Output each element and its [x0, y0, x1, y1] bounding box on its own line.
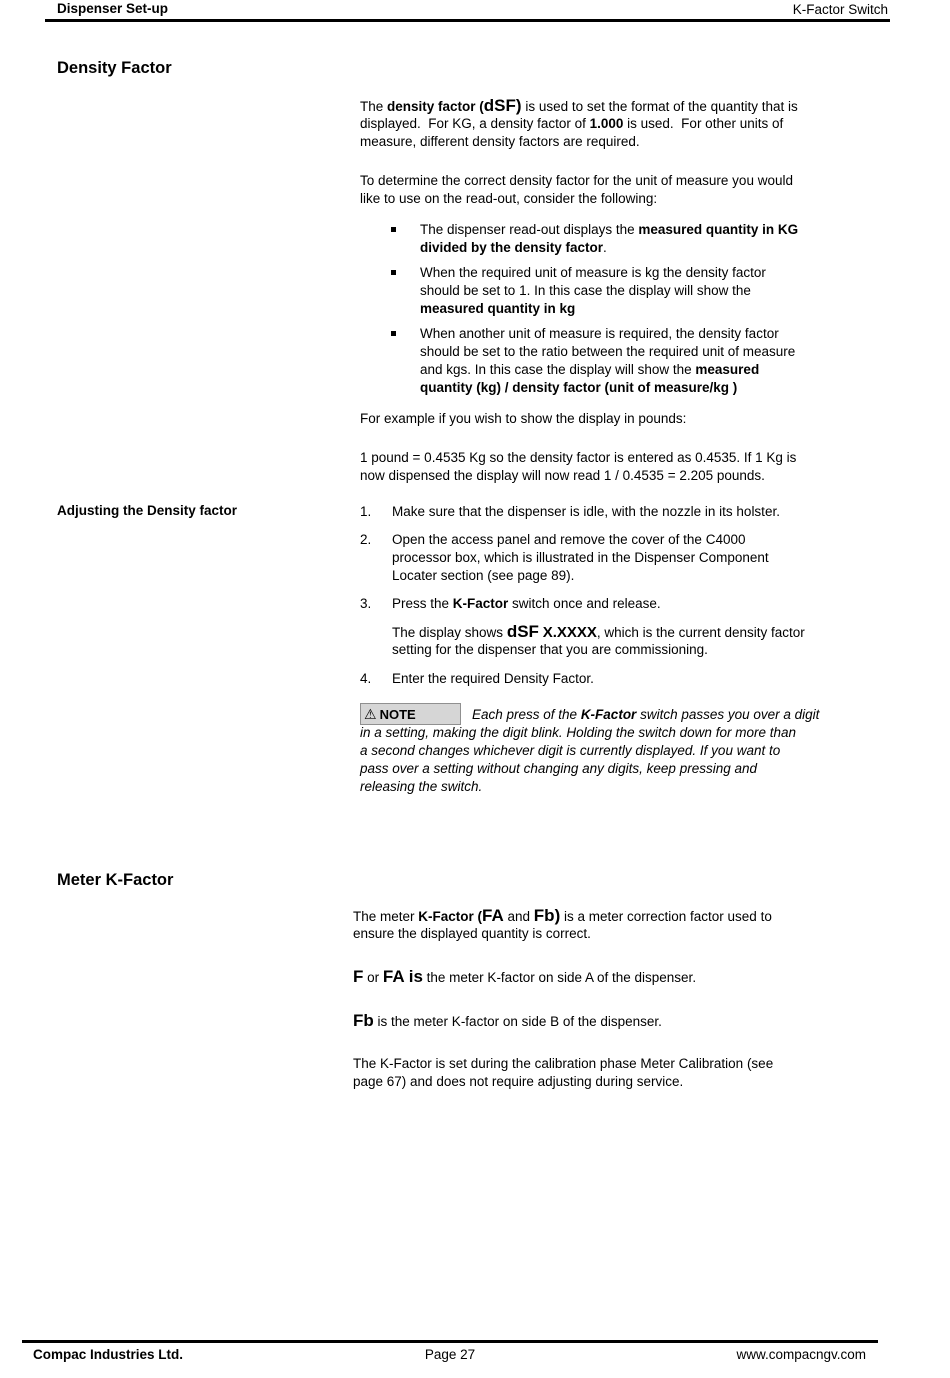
paragraph-meter-intro — [353, 907, 772, 943]
step-text — [392, 503, 780, 521]
footer-rule — [22, 1340, 878, 1343]
text-line: now dispensed the display will now read 1 / 0.4535 = 2.205 pounds. — [360, 468, 765, 483]
text-line: To determine the correct density factor for the unit of measure you would — [360, 173, 793, 188]
bullet-item-kg — [360, 264, 766, 318]
section-heading-density-factor: Density Factor — [57, 59, 172, 77]
bullet-square-icon — [391, 270, 396, 275]
step-1 — [360, 503, 780, 521]
text-line: The density factor (dSF) is used to set the format of the quantity that is — [360, 96, 798, 115]
step-text — [392, 531, 769, 585]
text-line: pass over a setting without changing any digits, keep pressing and — [360, 761, 757, 776]
text-line: like to use on the read-out, consider the following: — [360, 191, 658, 206]
text-line: Fb is the meter K-factor on side B of the dispenser. — [353, 1011, 662, 1030]
text-line: Make sure that the dispenser is idle, with the nozzle in its holster. — [392, 504, 780, 519]
text-line: should be set to the ratio between the required unit of measure — [420, 344, 796, 359]
step-2 — [360, 531, 769, 585]
text-line: quantity (kg) / density factor (unit of measure/kg ) — [420, 380, 738, 395]
paragraph-note — [360, 706, 819, 796]
paragraph-example-intro — [360, 410, 686, 428]
text-line: When the required unit of measure is kg the density factor — [420, 265, 766, 280]
step-number: 4. — [360, 671, 372, 686]
footer-page-number: Page 27 — [424, 1347, 476, 1362]
text-line: The dispenser read-out displays the measured quantity in KG — [420, 222, 799, 237]
paragraph-display-shows-dsf — [392, 623, 805, 659]
text-line: processor box, which is illustrated in the Dispenser Component — [392, 550, 769, 565]
step-number: 1. — [360, 504, 372, 519]
text-line: F or FA is the meter K-factor on side A of the dispenser. — [353, 967, 697, 986]
step-number: 3. — [360, 596, 372, 611]
text-line: When another unit of measure is required, the density factor — [420, 326, 779, 341]
text-line: The display shows dSF X.XXXX, which is the current density factor — [392, 622, 805, 641]
text-line: The K-Factor is set during the calibration phase Meter Calibration (see — [353, 1056, 774, 1071]
bullet-item-readout — [360, 221, 798, 257]
note-label: NOTE — [379, 706, 416, 722]
text-line: ensure the displayed quantity is correct. — [353, 926, 591, 941]
paragraph-fa-side-a — [353, 968, 696, 986]
header-section-title: Dispenser Set-up — [57, 1, 169, 16]
footer-website: www.compacngv.com — [736, 1347, 866, 1362]
bullet-text — [420, 325, 795, 397]
step-text — [392, 670, 594, 688]
bullet-text — [420, 221, 798, 257]
bullet-square-icon — [391, 331, 396, 336]
header-rule — [45, 19, 890, 22]
text-line: displayed. For KG, a density factor of 1.000 is used. For other units of — [360, 116, 784, 131]
text-line: divided by the density factor. — [420, 240, 607, 255]
step-text — [392, 595, 661, 613]
text-line: Enter the required Density Factor. — [392, 671, 594, 686]
side-label-adjusting-density: Adjusting the Density factor — [57, 503, 238, 518]
text-line: Press the K-Factor switch once and release. — [392, 596, 661, 611]
paragraph-example-calc — [360, 449, 796, 485]
paragraph-determine — [360, 172, 793, 208]
text-line: Each press of the K-Factor switch passes you over a digit — [472, 707, 820, 722]
step-3 — [360, 595, 661, 613]
text-line: Open the access panel and remove the cover of the C4000 — [392, 532, 746, 547]
paragraph-fb-side-b — [353, 1012, 662, 1030]
footer-company: Compac Industries Ltd. — [33, 1347, 184, 1362]
text-line: 1 pound = 0.4535 Kg so the density factor is entered as 0.4535. If 1 Kg is — [360, 450, 797, 465]
step-4 — [360, 670, 594, 688]
text-line: Locater section (see page 89). — [392, 568, 575, 583]
paragraph-density-intro — [360, 97, 798, 151]
warning-triangle-icon: ⚠ — [364, 706, 377, 722]
text-line: releasing the switch. — [360, 779, 483, 794]
text-line: setting for the dispenser that you are commissioning. — [392, 642, 708, 657]
text-line: in a setting, making the digit blink. Holding the switch down for more than — [360, 725, 796, 740]
text-line: measured quantity in kg — [420, 301, 576, 316]
text-line: a second changes whichever digit is currently displayed. If you want to — [360, 743, 781, 758]
text-line: measure, different density factors are required. — [360, 134, 640, 149]
text-line: For example if you wish to show the display in pounds: — [360, 411, 687, 426]
section-heading-meter-k-factor: Meter K-Factor — [57, 871, 174, 889]
text-line: page 67) and does not require adjusting during service. — [353, 1074, 684, 1089]
bullet-square-icon — [391, 227, 396, 232]
paragraph-calibration — [353, 1055, 773, 1091]
step-number: 2. — [360, 532, 372, 547]
bullet-item-other-unit — [360, 325, 795, 397]
bullet-text — [420, 264, 766, 318]
text-line: and kgs. In this case the display will show the measured — [420, 362, 760, 377]
text-line: The meter K-Factor (FA and Fb) is a meter correction factor used to — [353, 906, 772, 925]
text-line: should be set to 1. In this case the display will show the — [420, 283, 751, 298]
header-topic-title: K-Factor Switch — [792, 2, 888, 17]
